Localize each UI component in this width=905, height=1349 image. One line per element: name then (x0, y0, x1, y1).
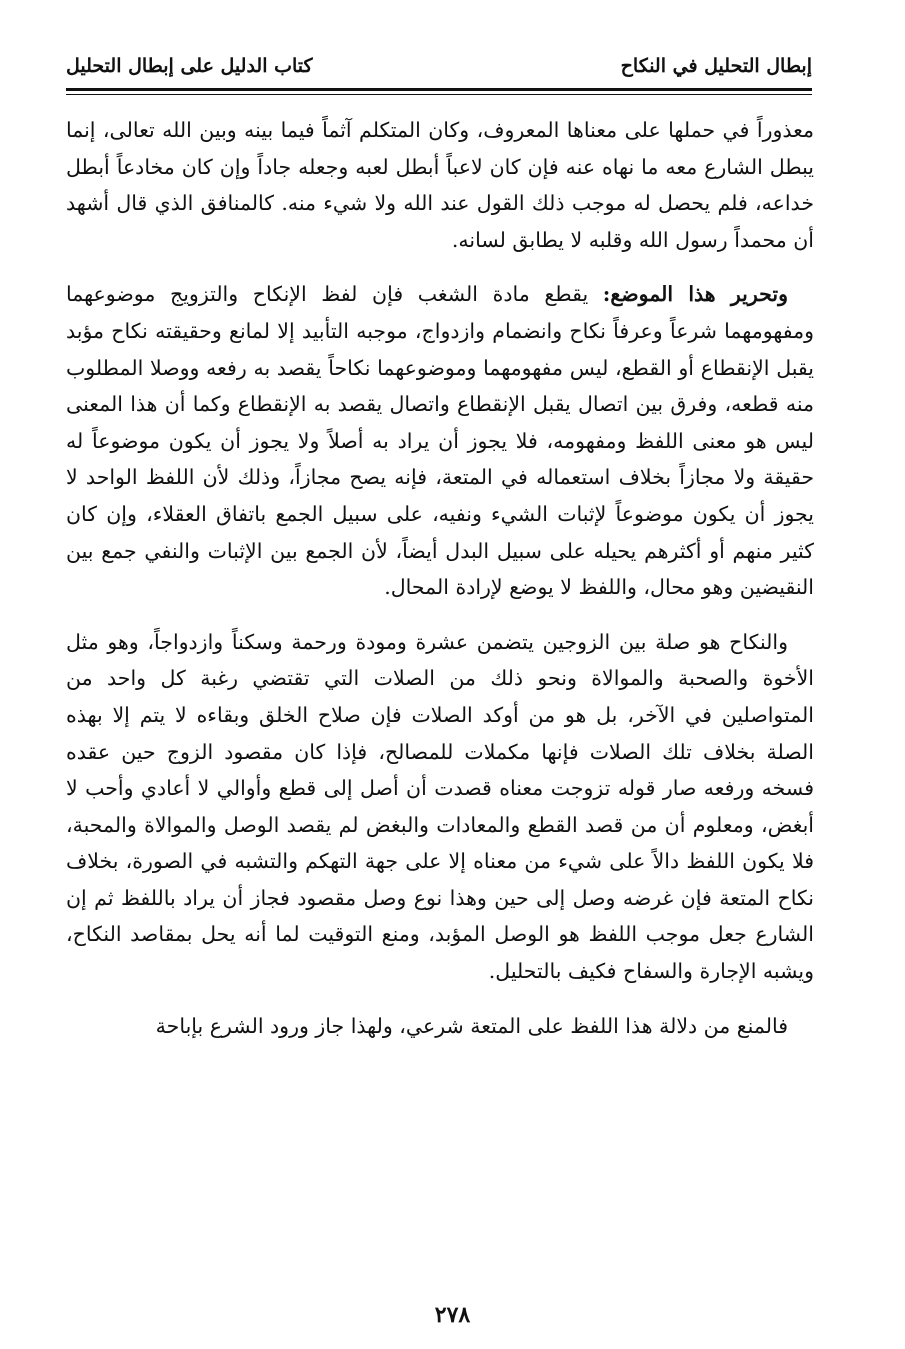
page-number: ٢٧٨ (434, 1302, 471, 1328)
header-book-title: كتاب الدليل على إبطال التحليل (66, 55, 313, 77)
paragraph-heading: وتحرير هذا الموضع: (602, 282, 788, 307)
running-header (66, 48, 812, 84)
paragraph-1 (66, 112, 814, 258)
paragraph-3 (66, 624, 814, 990)
paragraph-4 (66, 1008, 814, 1045)
header-rule-thin (66, 94, 812, 95)
header-book-section: إبطال التحليل في النكاح (620, 55, 812, 77)
paragraph-text: معذوراً في حملها على معناها المعروف، وكان المتكلم آثماً فيما بينه وبين الله تعالى، إنما يبطل الشارع معه ما نهاه عنه فإن كان لاعباً أبطل لعبه وجعله جاداً وإن كان مخادعاً أبطل خداعه، فلم يحصل له موجب ذلك القول عند الله ولا شيء منه. كالمنافق الذي قال أشهد أن محمداً رسول الله وقلبه لا يطابق لسانه. (66, 118, 814, 252)
header-rule-thick (66, 88, 812, 91)
paragraph-text: فالمنع من دلالة هذا اللفظ على المتعة شرعي، ولهذا جاز ورود الشرع بإباحة (155, 1013, 788, 1038)
main-text (66, 112, 814, 1062)
paragraph-text: والنكاح هو صلة بين الزوجين يتضمن عشرة ومودة ورحمة وسكناً وازدواجاً، وهو مثل الأخوة والصحبة والموالاة ونحو ذلك من الصلات التي تقتضي رغبة كل واحد من المتواصلين في الآخر، بل هو من أوكد الصلات فإن صلاح الخلق وبقاءه لا يتم إلا بهذه الصلة بخلاف تلك الصلات فإنها مكملات للمصالح، فإذا كان مقصود الزوج حين عقده فسخه ورفعه صار قوله تزوجت معناه قصدت أن أصل إلى قطع وأوالي لا أعادي وأحب لا أبغض، ومعلوم أن من قصد القطع والمعادات والبغض لم يقصد الوصل والموالاة والمحبة، فلا يكون اللفظ دالاً على شيء من معناه إلا على جهة التهكم والتشبه في الصورة، بخلاف نكاح المتعة فإن غرضه وصل إلى حين وهذا نوع وصل مقصود فجاز أن يراد باللفظ ثم إن الشارع جعل موجب اللفظ هو الوصل المؤبد، ومنع التوقيت لما أنه يحل بمقاصد النكاح، ويشبه الإجارة والسفاح فكيف بالتحليل. (66, 629, 814, 984)
paragraph-2 (66, 276, 814, 605)
paragraph-text: يقطع مادة الشغب فإن لفظ الإنكاح والتزويج موضوعهما ومفهومهما شرعاً وعرفاً نكاح وانضمام وازدواج، موجبه التأبيد إلا لمانع وحقيقته نكاح مؤبد يقبل الإنقطاع أو القطع، ليس مفهومهما وموضوعهما نكاحاً يقصد به رفعه ووصلا المطلوب منه قطعه، وفرق بين اتصال يقبل الإنقطاع واتصال يقصد به الإنقطاع وكما أن هذا المعنى ليس هو معنى اللفظ ومفهومه، فلا يجوز أن يراد به أصلاً ولا يجوز أن يكون موضوعاً له حقيقة ولا مجازاً بخلاف استعماله في المتعة، فإنه يصح مجازاً، وذلك لأن اللفظ الواحد لا يجوز أن يكون موضوعاً لإثبات الشيء ونفيه، على سبيل الجمع باتفاق العقلاء، وإن كان كثير منهم أو أكثرهم يحيله على سبيل البدل أيضاً، لأن الجمع بين الإثبات والنفي جمع بين النقيضين وهو محال، واللفظ لا يوضع لإرادة المحال. (66, 282, 814, 600)
